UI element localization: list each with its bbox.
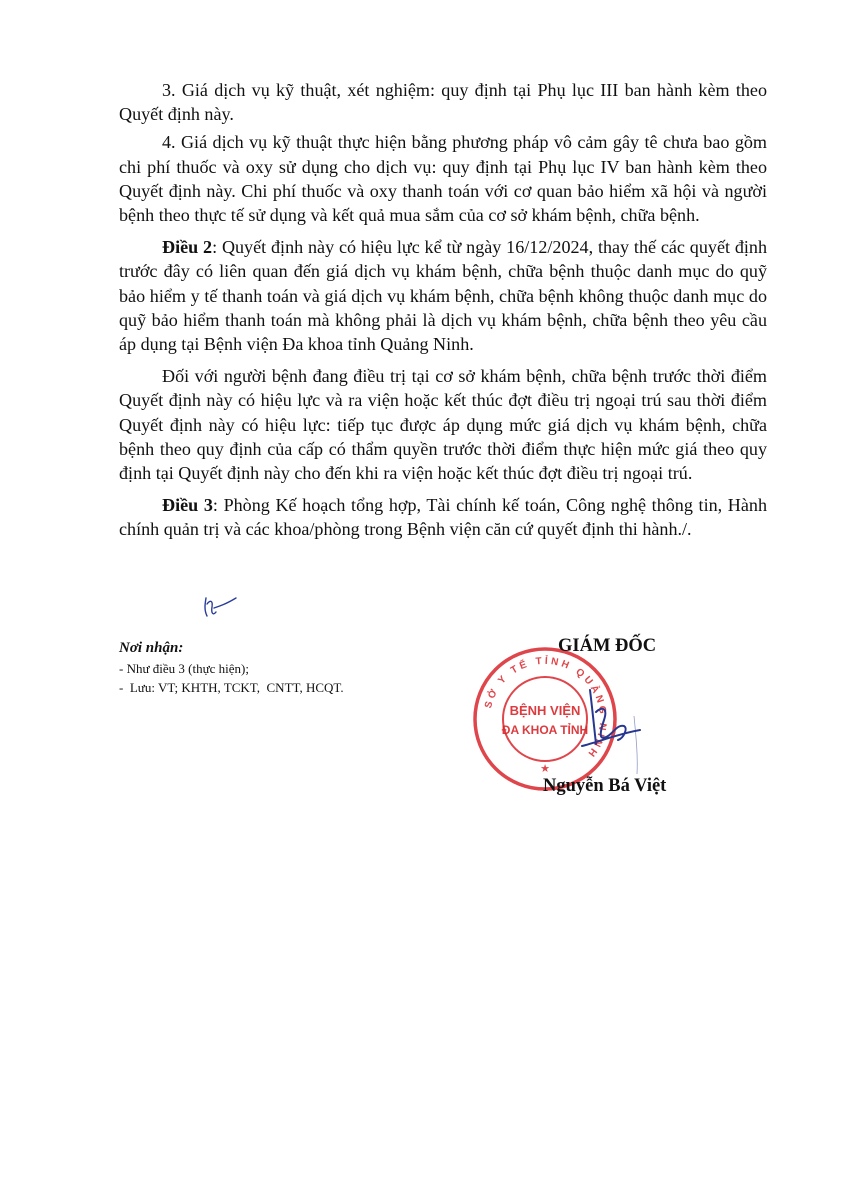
svg-text:ĐA KHOA TỈNH: ĐA KHOA TỈNH: [501, 723, 589, 737]
article-2-label: Điều 2: [162, 237, 213, 258]
svg-text:★: ★: [540, 762, 550, 775]
document-body: [119, 78, 767, 550]
article-3-label: Điều 3: [162, 495, 213, 516]
handwritten-signature: [574, 686, 652, 776]
article-2-text: : Quyết định này có hiệu lực kể từ ngày 16/12/2024, thay thế các quyết định trước đây có liên quan đến giá dịch vụ khám bệnh, chữa bệnh thuộc danh mục do quỹ bảo hiểm y tế thanh toán và giá dịch vụ khám bệnh, chữa bệnh không thuộc danh mục do quỹ bảo hiểm thanh toán mà không phải là dịch vụ khám bệnh, chữa bệnh theo yêu cầu áp dụng tại Bệnh viện Đa khoa tỉnh Quảng Ninh.: [119, 237, 767, 355]
paragraph-item-3: 3. Giá dịch vụ kỹ thuật, xét nghiệm: quy định tại Phụ lục III ban hành kèm theo Quyết định này.: [119, 80, 767, 125]
recipients-line-1: - Như điều 3 (thực hiện);: [119, 661, 249, 676]
recipients-title: Nơi nhận:: [119, 640, 184, 656]
handwritten-initial-mark: [200, 592, 240, 620]
transitional-paragraph: Đối với người bệnh đang điều trị tại cơ sở khám bệnh, chữa bệnh trước thời điểm Quyết định này có hiệu lực và ra viện hoặc kết thúc đợt điều trị ngoại trú sau thời điểm Quyết định này có hiệu lực: tiếp tục được áp dụng mức giá dịch vụ khám bệnh, chữa bệnh theo quy định của cấp có thẩm quyền trước thời điểm thực hiện mức giá theo quy định tại Quyết định này cho đến khi ra viện hoặc kết thúc đợt điều trị ngoại trú.: [119, 366, 767, 484]
recipients-block: [119, 638, 439, 697]
signer-name: Nguyễn Bá Việt: [543, 776, 667, 796]
svg-text:BỆNH VIỆN: BỆNH VIỆN: [509, 703, 581, 718]
article-3-paragraph: [119, 493, 767, 541]
recipients-line-2: - Lưu: VT; KHTH, TCKT, CNTT, HCQT.: [119, 680, 344, 695]
article-2-paragraph: [119, 235, 767, 356]
signature-block: [470, 636, 730, 806]
svg-text:SỞ Y TẾ TỈNH QUẢNG NINH: SỞ Y TẾ TỈNH QUẢNG NINH: [483, 655, 609, 761]
paragraph-item-4: 4. Giá dịch vụ kỹ thuật thực hiện bằng phương pháp vô cảm gây tê chưa bao gồm chi phí thuốc và oxy sử dụng cho dịch vụ: quy định tại Phụ lục IV ban hành kèm theo Quyết định này. Chi phí thuốc và oxy thanh toán với cơ quan bảo hiểm xã hội và người bệnh theo thực tế sử dụng và kết quả mua sắm của cơ sở khám bệnh, chữa bệnh.: [119, 132, 767, 226]
signer-title: GIÁM ĐỐC: [558, 636, 657, 656]
article-3-text: : Phòng Kế hoạch tổng hợp, Tài chính kế toán, Công nghệ thông tin, Hành chính quản trị và các khoa/phòng trong Bệnh viện căn cứ quyết định thi hành./.: [119, 495, 768, 540]
